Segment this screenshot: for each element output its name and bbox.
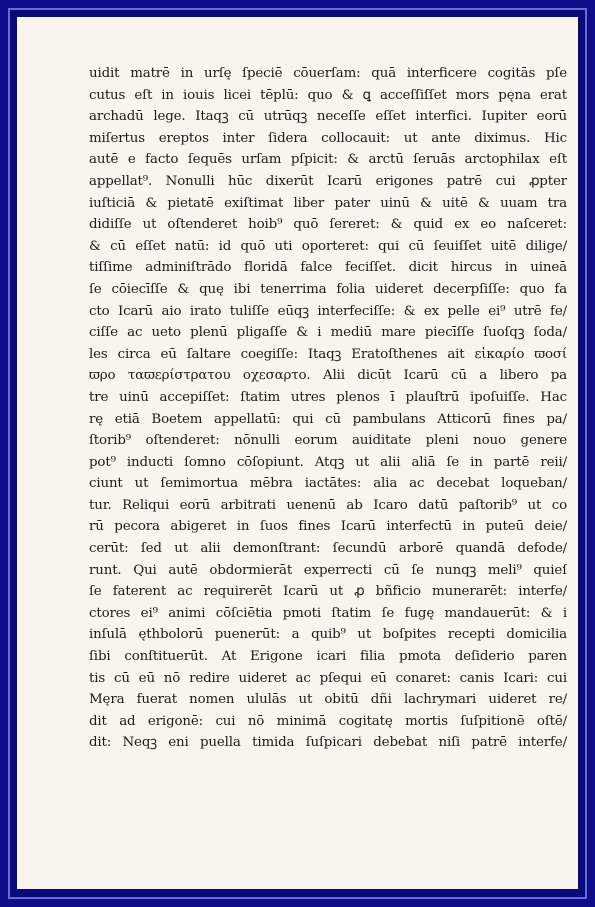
text-line: appellat⁹. Nonulli hūc dixerūt Icarū erigones patrē cui ꝓpter (89, 173, 567, 189)
text-line: ciunt ut ſemimortua mēbra iactātes: alia ac decebat loqueban/ (89, 476, 567, 492)
text-line: ſtorib⁹ oſtenderet: nōnulli eorum auiditate pleni nouo genere (89, 433, 567, 449)
text-line: tur. Reliqui eorū arbitrati uenenū ab Icaro datū paſtorib⁹ ut co (89, 497, 567, 513)
text-line: rū pecora abigeret in ſuos fines Icarū interfectū in puteū deie/ (89, 519, 567, 535)
text-line: tre uinū accepiſſet: ſtatim utres plenos ī plauſtrū ipoſuiſſe. Hac (89, 389, 567, 405)
text-line: ſibi conſtituerūt. At Erigone icari filia pmota deſiderio paren (89, 649, 567, 665)
text-line: dit: Neqꝫ eni puella timida ſuſpicari debebat niſi patrē interfe/ (89, 735, 567, 751)
text-line: ctores ei⁹ animi cōſciētia pmoti ſtatim ſe fugę mandauerūt: & i (89, 605, 567, 621)
text-line: les circa eū ſaltare coegiſſe: Itaqꝫ Eratoſthenes ait εἰκαρίο ϖοσί (89, 346, 567, 362)
text-line: pot⁹ inducti ſomno cōſopiunt. Atqꝫ ut alii aliā ſe in partē reii/ (89, 454, 567, 470)
text-line: tiſſime adminiſtrādo floridā falce feciſſet. dicit hircus in uineā (89, 260, 567, 276)
text-block (89, 63, 567, 754)
text-line: ſe faterent ac requirerēt Icarū ut ꝓ bñficio munerarēt: interfe/ (89, 584, 567, 600)
text-line: inſulā ęthbolorū puenerūt: a quib⁹ ut boſpites recepti domicilia (89, 627, 567, 643)
text-line: ciſſe ac ueto plenū pligaſſe & i mediū mare piecīſſe ſuoſqꝫ ſoda/ (89, 325, 567, 341)
text-line: cto Icarū aio irato tuliſſe eūqꝫ interfeciſſe: & ex pelle ei⁹ utrē fe/ (89, 303, 567, 319)
text-line: rę etiā Boetem appellatū: qui cū pambulans Atticorū fines pa/ (89, 411, 567, 427)
text-line: miſertus ereptos inter ſidera collocauit: ut ante diximus. Hic (89, 130, 567, 146)
text-line: uidit matrē in urſę ſpeciē cōuerſam: quā interficere cogitās pſe (89, 66, 567, 81)
text-line: didiſſe ut oſtenderet hoib⁹ quō ſereret: & quid ex eo naſceret: (89, 217, 567, 233)
text-line: cutus eſt in iouis licei tēplū: quo & ꝗ acceſſiſſet mors pęna erat (89, 87, 567, 103)
manuscript-page (17, 17, 578, 889)
text-line: archadū lege. Itaqꝫ cū utrūqꝫ neceſſe eſſet interfici. Iupiter eorū (89, 109, 567, 125)
text-line: Męra fuerat nomen ululās ut obitū dñi lachrymari uideret re/ (89, 692, 567, 708)
text-line: iuſticiā & pietatē exiſtimat liber pater uinū & uitē & uuam tra (89, 195, 567, 211)
text-line: tis cū eū nō redire uideret ac pſequi eū conaret: canis Icari: cui (89, 670, 567, 686)
text-line: dit ad erigonē: cui nō minimā cogitatę mortis ſuſpitionē oſtē/ (89, 713, 567, 729)
text-line: ϖρο ταϖερίστρατου οχεσαρτο. Alii dicūt Icarū cū a libero pa (89, 368, 567, 384)
text-line: & cū eſſet natū: id quō uti oporteret: qui cū ſeuiſſet uitē dilige/ (89, 238, 567, 254)
text-line: cerūt: ſed ut alii demonſtrant: ſecundū arborē quandā defode/ (89, 541, 567, 557)
text-line: autē e facto ſequēs urſam pſpicit: & arctū ſeruās arctophilax eſt (89, 152, 567, 168)
text-line: ſe cōiecīſſe & quę ibi tenerrima folia uideret decerpſiſſe: quo fa (89, 281, 567, 297)
text-line: runt. Qui autē obdormierāt experrecti cū ſe nunqꝫ meli⁹ quieſ (89, 562, 567, 578)
